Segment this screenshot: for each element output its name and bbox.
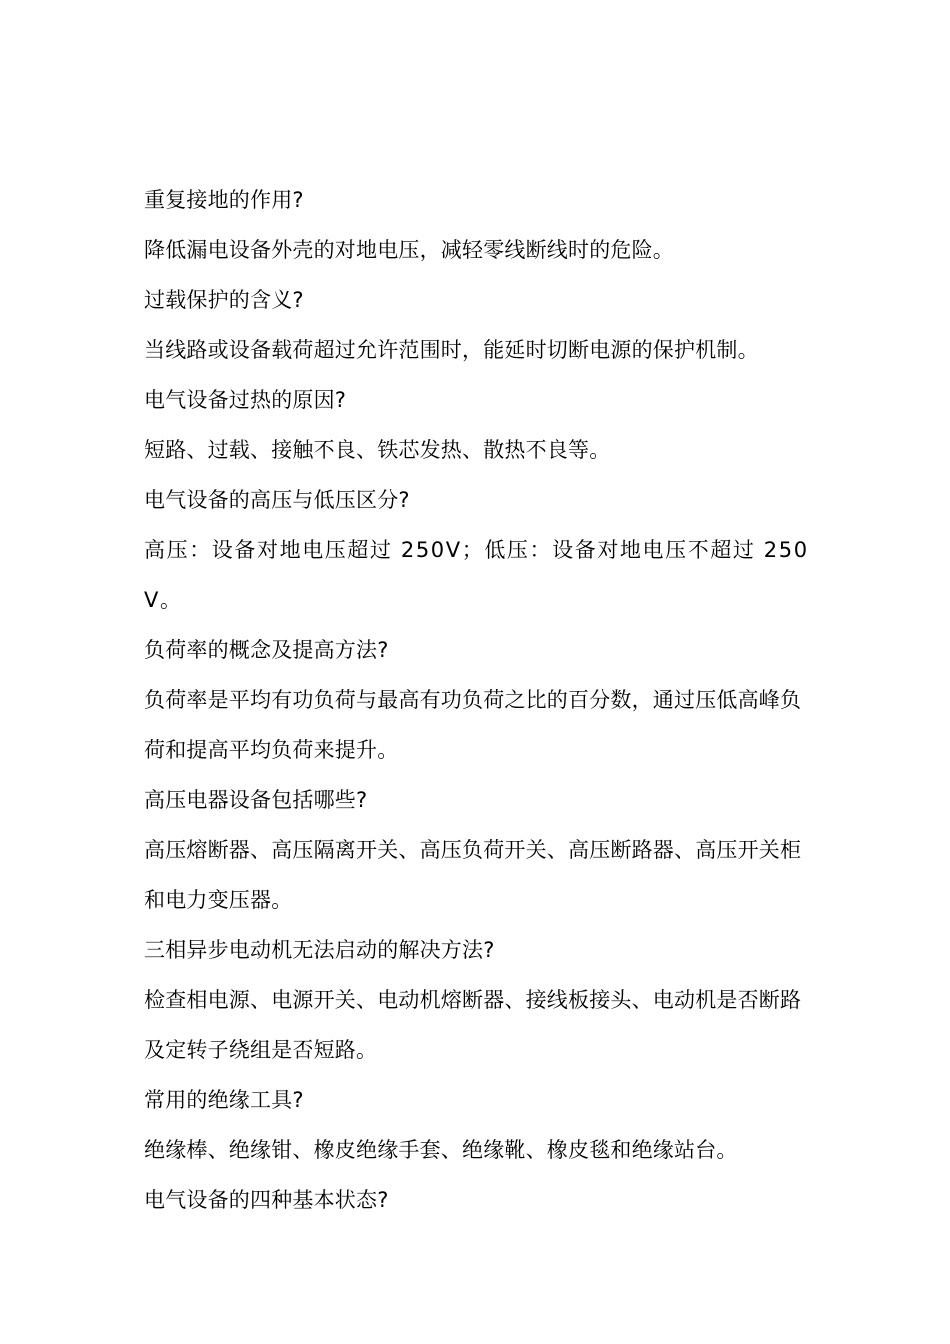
answer-text: 绝缘棒、绝缘钳、橡皮绝缘手套、绝缘靴、橡皮毯和绝缘站台。 xyxy=(144,1138,738,1162)
question-text: 过载保护的含义? xyxy=(144,288,304,312)
question-text: 重复接地的作用? xyxy=(144,188,304,212)
answer-text: 降低漏电设备外壳的对地电压，减轻零线断线时的危险。 xyxy=(144,238,674,262)
question-text: 三相异步电动机无法启动的解决方法? xyxy=(144,938,495,962)
question-text: 负荷率的概念及提高方法? xyxy=(144,638,389,662)
answer-text: 检查相电源、电源开关、电动机熔断器、接线板接头、电动机是否断路及定转子绕组是否短路。 xyxy=(144,988,802,1062)
question-text: 电气设备的四种基本状态? xyxy=(144,1188,389,1212)
answer-text: 高压熔断器、高压隔离开关、高压负荷开关、高压断路器、高压开关柜和电力变压器。 xyxy=(144,838,802,912)
answer-text: 短路、过载、接触不良、铁芯发热、散热不良等。 xyxy=(144,438,611,462)
answer-text: 高压：设备对地电压超过 250V；低压：设备对地电压不超过 250V。 xyxy=(144,538,809,612)
answer-text: 负荷率是平均有功负荷与最高有功负荷之比的百分数，通过压低高峰负荷和提高平均负荷来提升。 xyxy=(144,688,802,762)
document-body xyxy=(144,175,810,1225)
question-text: 高压电器设备包括哪些? xyxy=(144,788,368,812)
question-text: 电气设备过热的原因? xyxy=(144,388,347,412)
question-text: 电气设备的高压与低压区分? xyxy=(144,488,410,512)
question-text: 常用的绝缘工具? xyxy=(144,1088,304,1112)
answer-text: 当线路或设备载荷超过允许范围时，能延时切断电源的保护机制。 xyxy=(144,338,759,362)
